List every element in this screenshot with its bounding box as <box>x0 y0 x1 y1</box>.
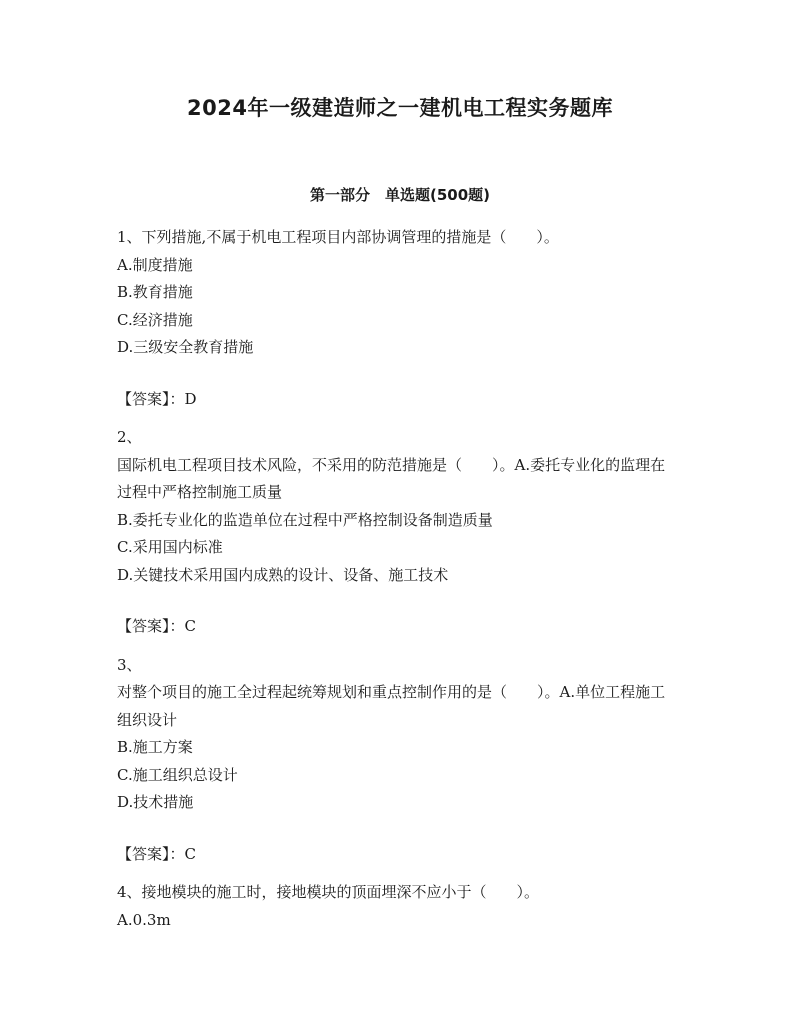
question-1-option-b: B.教育措施 <box>117 283 193 301</box>
question-1-option-d: D.三级安全教育措施 <box>117 338 254 356</box>
question-1-answer: 【答案】：D <box>117 389 197 408</box>
question-1-text: 下列措施,不属于机电工程项目内部协调管理的措施是（ ）。 <box>141 228 559 246</box>
question-2-option-c: C.采用国内标准 <box>117 538 223 556</box>
question-3-option-d: D.技术措施 <box>117 793 194 811</box>
question-1-stem <box>117 224 697 252</box>
question-2-answer: 【答案】：C <box>117 617 196 635</box>
document-title: 2024年一级建造师之一建机电工程实务题库 <box>187 96 613 120</box>
question-1 <box>117 224 697 413</box>
question-4-option-a: A.0.3m <box>117 910 171 929</box>
question-2-option-d: D.关键技术采用国内成熟的设计、设备、施工技术 <box>117 565 449 584</box>
question-1-option-c: C.经济措施 <box>117 310 193 329</box>
question-3-answer: 【答案】：C <box>117 844 196 863</box>
question-3-option-b: B.施工方案 <box>117 738 193 756</box>
question-3-option-c: C.施工组织总设计 <box>117 765 238 784</box>
question-list <box>117 224 697 934</box>
question-3-number: 3、 <box>117 655 142 674</box>
section-heading: 第一部分 单选题(500题) <box>309 186 491 204</box>
question-2-stem: 国际机电工程项目技术风险，不采用的防范措施是（ ）。A.委托专业化的监理在过程中严格控制施工质量 <box>117 455 666 501</box>
question-4-text: 接地模块的施工时，接地模块的顶面埋深不应小于（ ）。 <box>141 883 540 901</box>
question-4-stem <box>117 879 697 907</box>
question-2 <box>117 424 697 641</box>
question-3-stem: 对整个项目的施工全过程起统筹规划和重点控制作用的是（ ）。A.单位工程施工组织设计 <box>117 683 666 729</box>
question-1-option-a: A.制度措施 <box>117 255 193 274</box>
question-1-number: 1、 <box>117 228 142 246</box>
question-4-number: 4、 <box>117 883 142 901</box>
question-4 <box>117 879 697 934</box>
question-2-number: 2、 <box>117 428 142 446</box>
question-2-option-b: B.委托专业化的监造单位在过程中严格控制设备制造质量 <box>117 510 493 529</box>
question-3 <box>117 652 697 869</box>
